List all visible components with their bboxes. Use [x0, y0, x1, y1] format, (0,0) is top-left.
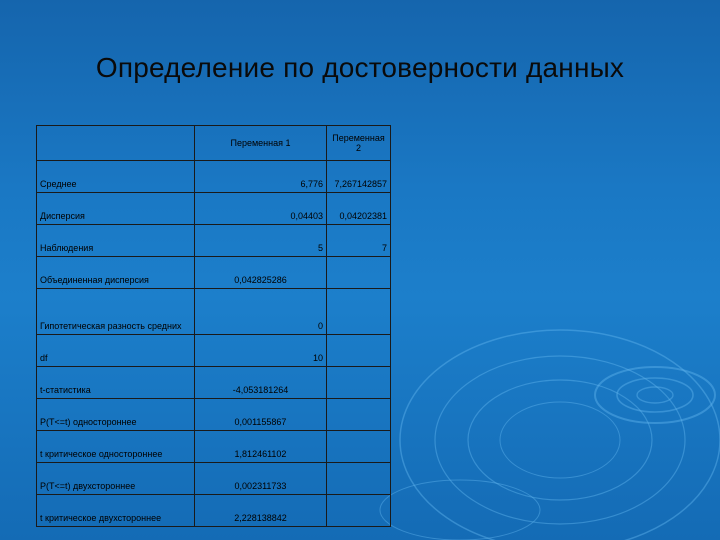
value-variable-2 [327, 289, 391, 335]
table-row [37, 225, 391, 257]
table-row [37, 289, 391, 335]
row-label: Гипотетическая разность средних [37, 289, 195, 335]
value-variable-1: 0,002311733 [195, 463, 327, 495]
row-label: Объединенная дисперсия [37, 257, 195, 289]
table-row [37, 463, 391, 495]
row-label: P(T<=t) двухстороннее [37, 463, 195, 495]
header-cell-variable-2: Переменная 2 [327, 126, 391, 161]
slide-title: Определение по достоверности данных [95, 52, 625, 83]
value-variable-1: 2,228138842 [195, 495, 327, 527]
value-variable-2 [327, 431, 391, 463]
value-variable-1: 1,812461102 [195, 431, 327, 463]
table-row [37, 193, 391, 225]
table-header-row [37, 126, 391, 161]
row-label: df [37, 335, 195, 367]
value-variable-2 [327, 257, 391, 289]
row-label: t-статистика [37, 367, 195, 399]
value-variable-2: 7 [327, 225, 391, 257]
row-label: t критическое одностороннее [37, 431, 195, 463]
row-label: Наблюдения [37, 225, 195, 257]
value-variable-1: 0,04403 [195, 193, 327, 225]
row-label: t критическое двухстороннее [37, 495, 195, 527]
value-variable-1: 5 [195, 225, 327, 257]
header-cell-variable-1: Переменная 1 [195, 126, 327, 161]
table-row [37, 495, 391, 527]
value-variable-2 [327, 463, 391, 495]
value-variable-2 [327, 495, 391, 527]
value-variable-1: 0 [195, 289, 327, 335]
table-row [37, 161, 391, 193]
value-variable-1: 0,001155867 [195, 399, 327, 431]
value-variable-2: 7,267142857 [327, 161, 391, 193]
table-row [37, 367, 391, 399]
table-row [37, 399, 391, 431]
value-variable-1: -4,053181264 [195, 367, 327, 399]
table-row [37, 335, 391, 367]
value-variable-1: 10 [195, 335, 327, 367]
t-test-results-table [36, 125, 391, 527]
value-variable-2 [327, 367, 391, 399]
table-row [37, 257, 391, 289]
value-variable-2 [327, 399, 391, 431]
value-variable-2: 0,04202381 [327, 193, 391, 225]
row-label: Среднее [37, 161, 195, 193]
header-cell-empty [37, 126, 195, 161]
value-variable-1: 0,042825286 [195, 257, 327, 289]
value-variable-1: 6,776 [195, 161, 327, 193]
row-label: P(T<=t) одностороннее [37, 399, 195, 431]
table-row [37, 431, 391, 463]
value-variable-2 [327, 335, 391, 367]
row-label: Дисперсия [37, 193, 195, 225]
